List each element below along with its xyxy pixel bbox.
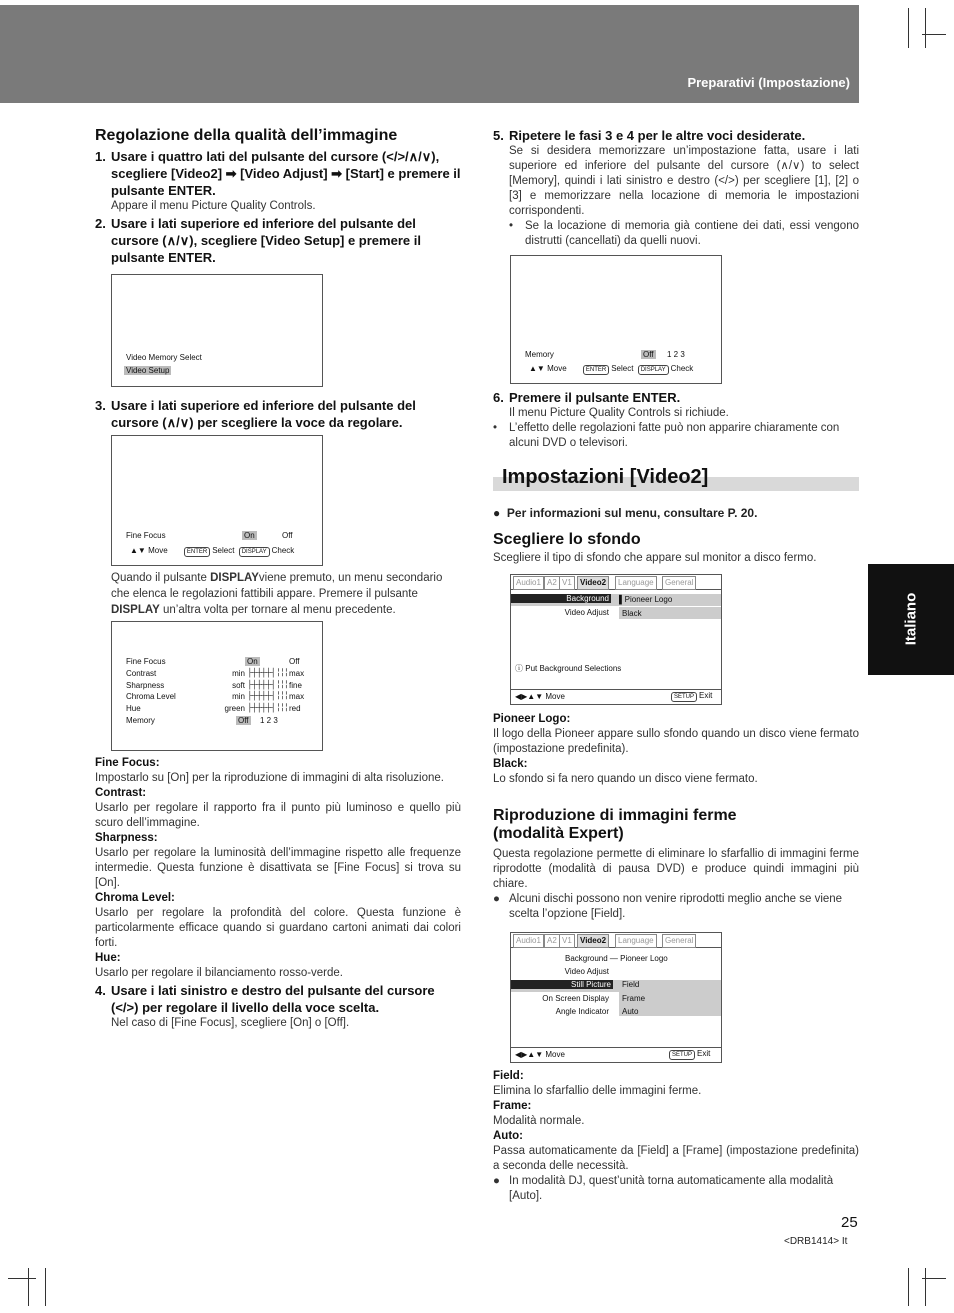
info-icon: ⓘ: [515, 664, 523, 673]
definition-desc: Impostarlo su [On] per la riproduzione di immagini di alta risoluzione.: [95, 772, 444, 784]
enter-key-icon: ENTER: [184, 547, 210, 557]
step-1-text: Usare i quattro lati del pulsante del cursore (</>/∧/∨), scegliere [Video2] ➡ [Video Adjust] ➡ [Start] e premere il pulsante ENTER.: [111, 149, 461, 198]
osd-tabs: [511, 575, 721, 590]
step-6-note: Il menu Picture Quality Controls si richiude.: [509, 407, 729, 419]
arrows-icon: ◀▶▲▼: [515, 692, 544, 701]
osd-row-label: On Screen Display: [542, 993, 609, 1003]
step-1-note: Appare il menu Picture Quality Controls.: [111, 200, 316, 212]
osd-row-label: Still Picture: [511, 980, 613, 989]
definition-term: Frame:: [493, 1100, 532, 1112]
osd-tab-language: Language: [615, 934, 657, 948]
definition-desc: Il logo della Pioneer appare sullo sfondo quando un disco viene fermato (impostazione predefinita).: [493, 728, 859, 755]
osd-tab-audio1: Audio1: [513, 934, 544, 948]
osd-screen-memory: Memory Off 1 2 3 ▲▼ Move ENTER Select DISPLAY Check: [510, 255, 722, 384]
step-5-text: Ripetere le fasi 3 e 4 per le altre voci desiderate.: [509, 128, 806, 143]
step-2: 2. Usare i lati superiore ed inferiore del pulsante del cursore (∧/∨), scegliere [Video Setup] e premere il pulsante ENTER.: [95, 215, 461, 266]
setup-key-icon: SETUP: [671, 692, 697, 702]
osd-slider: ├┼┼┼┼┤ ╎╎╎: [247, 679, 288, 689]
osd-row-max: red: [289, 704, 301, 714]
definition-term: Hue:: [95, 952, 121, 964]
osd-row-max: max: [289, 692, 305, 702]
step-5-body: Se si desidera memorizzare un’impostazione fatta, usare i lati superiore ed inferiore del pulsante del cursore (∧/∨) to select [Memory], quindi i lati sinistro e destro (</>) per scegliere [1], [2] o [3] e memorizzare nella locazione di memoria le impostazioni corrispondenti.: [509, 145, 859, 217]
osd-slider: ├┼┼┼┼┤ ╎╎╎: [247, 667, 288, 677]
step-6: 6. Premere il pulsante ENTER. Il menu Picture Quality Controls si richiude. • L’effetto delle regolazioni fatte può non apparire chiaramente con alcuni DVD o televisori.: [493, 389, 859, 451]
definition-desc: Usarlo per regolare il rapporto fra il punto più luminoso e quello più scuro dell’immagine.: [95, 802, 461, 829]
doc-code: <DRB1414> It: [784, 1236, 848, 1247]
definition-desc: Passa automaticamente da [Field] a [Frame] (impostazione predefinita) a seconda delle necessità.: [493, 1145, 859, 1172]
osd-row-label: Fine Focus: [126, 657, 166, 666]
osd-row-label: Background — Pioneer Logo: [565, 954, 668, 963]
osd-row-min: min: [232, 692, 245, 702]
definition-term: Pioneer Logo:: [493, 713, 571, 725]
subsection-still-title: Riproduzione di immagini ferme (modalità Expert): [493, 807, 737, 842]
step-6-text: Premere il pulsante ENTER.: [509, 390, 681, 405]
definition-term: Contrast:: [95, 787, 147, 799]
osd-video-setup: Video Setup: [126, 366, 170, 375]
osd-row-max: max: [289, 668, 305, 678]
setup-key-icon: SETUP: [669, 1050, 695, 1060]
definition-term: Auto:: [493, 1130, 524, 1142]
osd-row-label: Contrast: [126, 668, 157, 678]
osd-row-min: On: [247, 657, 258, 666]
step-5: 5. Ripetere le fasi 3 e 4 per le altre voci desiderate. Se si desidera memorizzare un’impostazione fatta, usare i lati superiore ed inferiore del pulsante del cursore (∧/∨) to select [Memory], quindi i lati sinistro e destro (</>) per scegliere [1], [2] o [3] e memorizzare nella locazione di memoria le impostazioni corrispondenti. • Se la locazione di memoria già contiene dei dati, essi vengono distrutti (cancellati) da quelli nuovi.: [493, 128, 859, 247]
still-intro: Questa regolazione permette di eliminare lo sfarfallio di immagini ferme riprodotte (modalità di pausa DVD) e produce quindi immagini più chiare.: [493, 848, 859, 890]
osd-screen-still-picture: Audio1 A2 V1 Video2 Language General Background — Pioneer Logo Video Adjust Still Picture Field On Screen Display Frame Angle Indicator Auto ◀▶▲▼ Move SETUP Exit: [510, 932, 722, 1063]
osd-tab-audio1: Audio1: [513, 576, 544, 590]
osd-tab-video2: Video2: [577, 934, 609, 948]
definition-term: Sharpness:: [95, 832, 158, 844]
definition-desc: Elimina lo sfarfallio delle immagini ferme.: [493, 1085, 702, 1097]
definition-desc: Modalità normale.: [493, 1115, 585, 1127]
osd-slider: ├┼┼┼┼┤ ╎╎╎: [247, 703, 288, 713]
osd-row-label: Sharpness: [126, 680, 165, 690]
section-title-video2: Impostazioni [Video2]: [502, 466, 709, 488]
osd-tab-a2: A2: [544, 934, 560, 948]
arrows-icon: ▲▼: [130, 546, 146, 555]
osd-tab-v1: V1: [559, 576, 575, 590]
menu-info: ● Per informazioni sul menu, consultare P. 20.: [493, 506, 758, 520]
still-definitions: [493, 1069, 859, 1204]
arrows-icon: ▲▼: [529, 364, 545, 373]
osd-tab-language: Language: [615, 576, 657, 590]
osd-video-memory-select: Video Memory Select: [126, 353, 202, 362]
bullet-icon: ●: [493, 506, 501, 520]
osd-tab-general: General: [662, 934, 696, 948]
background-intro: Scegliere il tipo di sfondo che appare sul monitor a disco fermo.: [493, 552, 817, 564]
definition-term: Chroma Level:: [95, 892, 175, 904]
osd-row-label: Video Adjust: [564, 967, 609, 977]
step-4-note: Nel caso di [Fine Focus], scegliere [On] o [Off].: [111, 1017, 350, 1029]
step-3: 3. Usare i lati superiore ed inferiore del pulsante del cursore (∧/∨) per scegliere la voce da regolare.: [95, 397, 461, 431]
header-title: Preparativi (Impostazione): [687, 75, 850, 90]
language-tab-label: Italiano: [902, 592, 920, 646]
definition-term: Fine Focus:: [95, 757, 160, 769]
osd-row-min: green: [224, 704, 245, 714]
step-4: 4. Usare i lati sinistro e destro del pulsante del cursore (</>) per regolare il livello della voce scelta. Nel caso di [Fine Focus], scegliere [On] o [Off].: [95, 982, 461, 1031]
step-5-bullet: • Se la locazione di memoria già contiene dei dati, essi vengono distrutti (cancellati) da quelli nuovi.: [509, 220, 859, 247]
osd-tab-v1: V1: [559, 934, 575, 948]
page-number: 25: [841, 1214, 858, 1231]
step-2-text: Usare i lati superiore ed inferiore del pulsante del cursore (∧/∨), scegliere [Video Setup] e premere il pulsante ENTER.: [111, 216, 421, 265]
osd-screen-video-setup: [111, 274, 323, 387]
osd-screen-submenu: [111, 621, 323, 751]
osd-slider: ├┼┼┼┼┤ ╎╎╎: [247, 691, 288, 701]
enter-key-icon: ENTER: [583, 365, 609, 375]
definition-desc: Lo sfondo si fa nero quando un disco viene fermato.: [493, 773, 758, 785]
osd-row-value: Auto: [622, 1006, 639, 1016]
osd-tab-general: General: [662, 576, 696, 590]
step-1: 1. Usare i quattro lati del pulsante del cursore (</>/∧/∨), scegliere [Video2] ➡ [Video Adjust] ➡ [Start] e premere il pulsante ENTER. Appare il menu Picture Quality Controls.: [95, 149, 461, 212]
step-6-bullet: • L’effetto delle regolazioni fatte può non apparire chiaramente con alcuni DVD o televisori.: [493, 422, 840, 449]
osd-row-min: min: [232, 668, 245, 678]
osd-row-label: Chroma Level: [126, 692, 176, 702]
step-4-text: Usare i lati sinistro e destro del pulsante del cursore (</>) per regolare il livello della voce scelta.: [111, 983, 435, 1015]
osd-screen-fine-focus: Fine Focus On Off ▲▼ Move ENTER Select DISPLAY Check: [111, 435, 323, 566]
osd-row-label: Angle Indicator: [555, 1006, 609, 1016]
section-title-image-quality: Regolazione della qualità dell’immagine: [95, 127, 398, 144]
definitions-left: [95, 756, 461, 1031]
osd-row-max: 1 2 3: [260, 716, 278, 725]
osd-row-value: Field: [622, 980, 640, 990]
definition-desc: Usarlo per regolare il bilanciamento rosso-verde.: [95, 967, 344, 979]
osd-row-min: Off: [238, 716, 249, 725]
still-bullet: ● Alcuni dischi possono non venire riprodotti meglio anche se viene scelta l’opzione [Field].: [493, 893, 843, 920]
display-key-icon: DISPLAY: [239, 547, 270, 557]
osd-footer: ▲▼ Move ENTER Select DISPLAY Check: [130, 546, 295, 555]
definition-desc: Usarlo per regolare la luminosità dell’immagine rispetto alle frequenze intermedie. Questa funzione è disattivata se [Fine Focus] si trova su [On].: [95, 847, 461, 889]
definition-term: Field:: [493, 1070, 524, 1082]
osd-row-value: Frame: [622, 993, 646, 1003]
osd-row-max: Off: [289, 657, 300, 666]
definition-term: Black:: [493, 758, 528, 770]
step-3-text: Usare i lati superiore ed inferiore del pulsante del cursore (∧/∨) per scegliere la voce da regolare.: [111, 398, 416, 430]
osd-row-label: Memory: [126, 716, 155, 725]
osd-tab-video2: Video2: [577, 576, 609, 590]
display-key-icon: DISPLAY: [638, 365, 669, 375]
arrows-icon: ◀▶▲▼: [515, 1050, 544, 1059]
osd-row-min: soft: [232, 680, 245, 690]
definition-desc: Usarlo per regolare la profondità del colore. Questa funzione è particolarmente efficace quando si guardano cartoni animati dai colori forti.: [95, 907, 461, 949]
background-definitions: [493, 712, 859, 787]
osd-row-max: fine: [289, 680, 302, 690]
display-note: Quando il pulsante DISPLAYviene premuto, un menu secondario che elenca le regolazioni fattibili appare. Premere il pulsante DISPLAY un’altra volta per tornare al menu precedente.: [111, 572, 443, 616]
osd-tab-a2: A2: [544, 576, 560, 590]
dj-bullet: ● In modalità DJ, quest’unità torna automaticamente alla modalità [Auto].: [493, 1175, 834, 1202]
language-tab: [868, 564, 954, 675]
osd-row-label: Hue: [126, 704, 141, 714]
osd-screen-background: Audio1 A2 V1 Video2 Language General Background ▌Pioneer Logo Video Adjust Black ⓘ Put Background Selections ◀▶▲▼ Move SETUP Exit: [510, 574, 722, 705]
subsection-background: Scegliere lo sfondo: [493, 531, 641, 548]
